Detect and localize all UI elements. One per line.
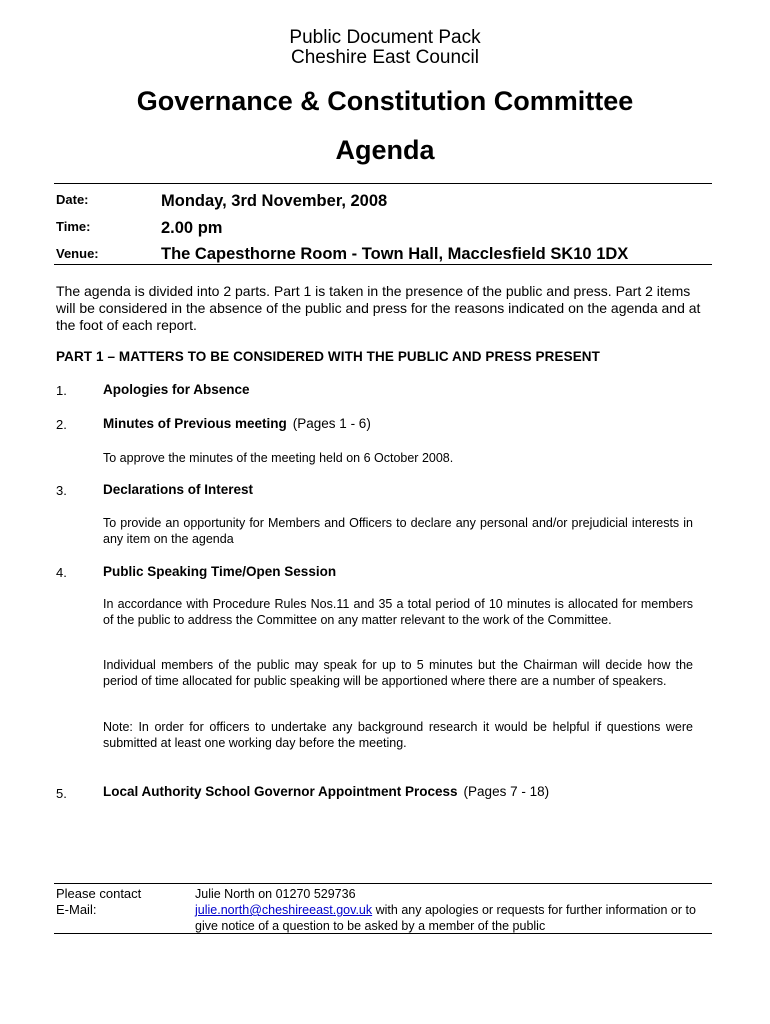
item-description: To provide an opportunity for Members and Officers to declare any personal and/or prejudicial interests in any item on the agenda [103,516,693,546]
item-description: To approve the minutes of the meeting held on 6 October 2008. [103,451,454,465]
venue-value: The Capesthorne Room - Town Hall, Macclesfield SK10 1DX [161,245,629,263]
item-number: 5. [56,786,67,801]
item-title: Public Speaking Time/Open Session [103,564,337,579]
venue-label: Venue: [56,246,99,261]
item-number: 3. [56,483,67,498]
meta-top-rule [54,183,712,184]
email-label: E-Mail: [56,902,97,917]
meta-bottom-rule [54,264,712,265]
council-name: Cheshire East Council [291,47,479,68]
item-description: In accordance with Procedure Rules Nos.11 and 35 a total period of 10 minutes is allocated for members of the public to address the Committee on any matter relevant to the work of the Committee. [103,597,693,627]
agenda-item-apologies [103,382,250,397]
agenda-item-declarations [103,482,253,497]
contact-details [195,886,715,934]
pack-title: Public Document Pack [289,27,481,48]
item-title: Minutes of Previous meeting [103,416,287,431]
contact-name: Julie North on 01270 529736 [195,887,356,901]
agenda-item-minutes [103,416,371,431]
part1-heading: PART 1 – MATTERS TO BE CONSIDERED WITH THE PUBLIC AND PRESS PRESENT [56,349,600,364]
contact-bottom-rule [54,933,712,934]
contact-note: with any apologies or requests for further information or to give notice of a question to be asked by a member of the public [195,903,696,933]
agenda-title: Agenda [335,135,435,165]
item-pages: (Pages 7 - 18) [463,784,550,799]
item-title: Apologies for Absence [103,382,250,397]
email-link[interactable]: julie.north@cheshireeast.gov.uk [195,903,373,917]
contact-email-block [195,902,715,934]
date-value: Monday, 3rd November, 2008 [161,192,388,210]
item-title: Declarations of Interest [103,482,254,497]
item-pages: (Pages 1 - 6) [292,416,371,431]
time-label: Time: [56,219,91,234]
agenda-item-governor-appointment [103,784,549,799]
committee-title: Governance & Constitution Committee [136,86,634,116]
agenda-item-public-speaking [103,564,336,579]
intro-paragraph: The agenda is divided into 2 parts. Part 1 is taken in the presence of the public and press. Part 2 items will be considered in the absence of the public and press for the reasons indicated on the agenda and at the foot of each report. [56,283,701,333]
time-value: 2.00 pm [161,219,223,237]
date-label: Date: [56,192,89,207]
contact-label: Please contact [56,886,142,901]
contact-top-rule [54,883,712,884]
item-title: Local Authority School Governor Appointment Process [103,784,458,799]
item-number: 2. [56,417,67,432]
item-number: 1. [56,383,67,398]
item-description: Note: In order for officers to undertake any background research it would be helpful if questions were submitted at least one working day before the meeting. [103,720,693,750]
item-number: 4. [56,565,67,580]
item-description: Individual members of the public may speak for up to 5 minutes but the Chairman will decide how the period of time allocated for public speaking will be apportioned where there are a number of speakers. [103,658,693,688]
